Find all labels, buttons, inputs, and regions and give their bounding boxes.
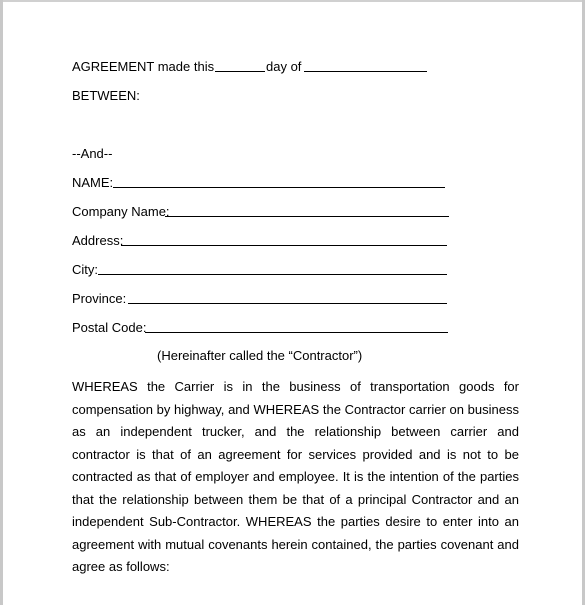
province-field-line[interactable] [128, 303, 447, 304]
between-label: BETWEEN: [72, 88, 140, 103]
address-label: Address: [72, 233, 124, 248]
page-top-edge [0, 0, 585, 2]
address-field-line[interactable] [121, 245, 447, 246]
and-separator: --And-- [72, 146, 113, 161]
name-field-line[interactable] [113, 187, 445, 188]
city-label: City: [72, 262, 98, 277]
contractor-note: (Hereinafter called the “Contractor”) [157, 348, 363, 363]
day-of-label: day of [266, 59, 302, 74]
whereas-paragraph: WHEREAS the Carrier is in the business of transportation goods for compensation by highway, and WHEREAS the Contractor carrier on business as an independent trucker, and the relationship between carrier and contractor is that of an agreement for services provided and is not to be contracted as that of employer and employee. It is the intention of the parties that the relationship between them be that of a principal Contractor and an independent Sub-Contractor. WHEREAS the parties desire to enter into an agreement with mutual covenants herein contained, the parties covenant and agree as follows: [72, 379, 519, 574]
day-blank[interactable] [215, 71, 265, 72]
agreement-prefix: AGREEMENT made this [72, 59, 215, 74]
month-blank[interactable] [304, 71, 427, 72]
province-label: Province: [72, 291, 127, 306]
postal-code-label: Postal Code: [72, 320, 147, 335]
company-name-field-line[interactable] [165, 216, 449, 217]
postal-code-field-line[interactable] [145, 332, 448, 333]
page-left-edge [0, 0, 3, 605]
city-field-line[interactable] [98, 274, 447, 275]
company-name-label: Company Name: [72, 204, 170, 219]
name-label: NAME: [72, 175, 114, 190]
